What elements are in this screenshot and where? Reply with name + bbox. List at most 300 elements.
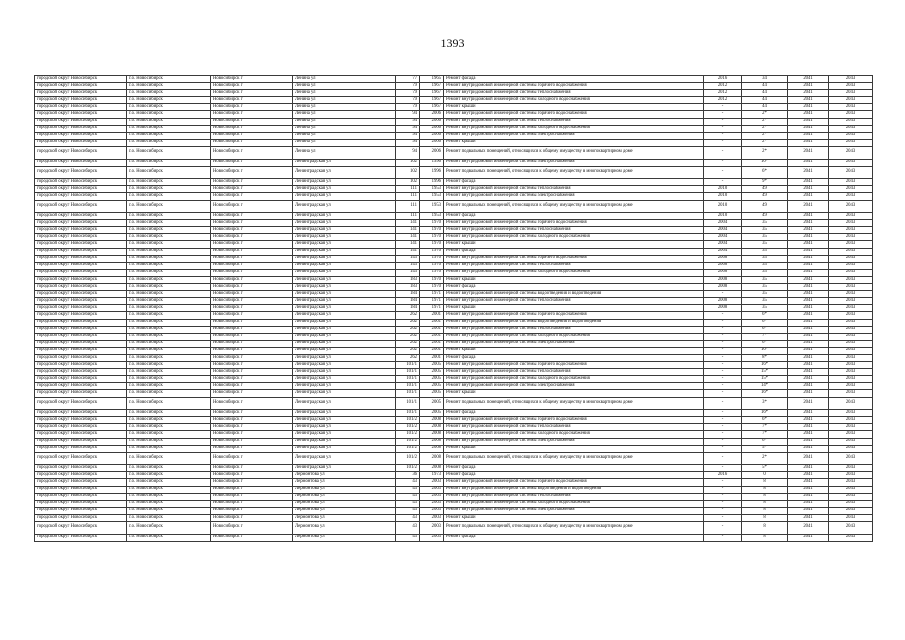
cell-street: Ленина ул xyxy=(293,118,396,125)
cell-house: 43 xyxy=(396,514,420,521)
cell-house: 101/2 xyxy=(396,445,420,452)
cell-year-built: 1953 xyxy=(420,186,444,193)
cell-city: Новосибирск г xyxy=(211,312,293,319)
cell-region: городской округ Новосибирск xyxy=(35,383,127,390)
cell-city: Новосибирск г xyxy=(211,213,293,220)
cell-year-to: 2043 xyxy=(829,431,873,438)
cell-municipality: г.о. Новосибирск xyxy=(127,166,211,179)
capital-repair-register-table xyxy=(34,75,873,542)
cell-region: городской округ Новосибирск xyxy=(35,479,127,486)
cell-year-built: 1996 xyxy=(420,166,444,179)
cell-year-built: 2003 xyxy=(420,500,444,507)
cell-region: городской округ Новосибирск xyxy=(35,369,127,376)
cell-street: Ленинградская ул xyxy=(293,326,396,333)
cell-year-from: 2041 xyxy=(788,298,829,305)
cell-house: 94 xyxy=(396,132,420,139)
cell-work-type: Ремонт внутридомовой инженерной системы холодного водоснабжения xyxy=(444,376,704,383)
cell-region: городской округ Новосибирск xyxy=(35,500,127,507)
cell-house: 101/1 xyxy=(396,410,420,417)
table-row xyxy=(35,132,873,139)
cell-house: 184 xyxy=(396,305,420,312)
cell-term: 49 xyxy=(742,186,788,193)
cell-term: 2* xyxy=(742,452,788,465)
cell-year-to: 2043 xyxy=(829,479,873,486)
cell-municipality: г.о. Новосибирск xyxy=(127,255,211,262)
cell-year-built: 2005 xyxy=(420,383,444,390)
cell-region: городской округ Новосибирск xyxy=(35,220,127,227)
cell-year-to: 2043 xyxy=(829,241,873,248)
table-row xyxy=(35,479,873,486)
cell-municipality: г.о. Новосибирск xyxy=(127,179,211,186)
cell-year-a: - xyxy=(704,376,742,383)
cell-year-a: - xyxy=(704,340,742,347)
cell-year-from: 2041 xyxy=(788,90,829,97)
cell-year-to: 2043 xyxy=(829,354,873,361)
cell-year-built: 2003 xyxy=(420,522,444,535)
cell-year-to: 2043 xyxy=(829,146,873,159)
cell-year-to: 2043 xyxy=(829,507,873,514)
cell-work-type: Ремонт внутридомовой инженерной системы теплоснабжения xyxy=(444,90,704,97)
cell-year-from: 2041 xyxy=(788,291,829,298)
cell-year-a: - xyxy=(704,383,742,390)
cell-year-from: 2041 xyxy=(788,139,829,146)
cell-year-a: 2004 xyxy=(704,234,742,241)
cell-year-a: 2004 xyxy=(704,248,742,255)
cell-house: 184 xyxy=(396,298,420,305)
cell-year-to: 2043 xyxy=(829,514,873,521)
cell-term: 2* xyxy=(742,111,788,118)
cell-region: городской округ Новосибирск xyxy=(35,291,127,298)
cell-house: 101/1 xyxy=(396,390,420,397)
cell-year-from: 2041 xyxy=(788,97,829,104)
cell-region: городской округ Новосибирск xyxy=(35,493,127,500)
cell-city: Новосибирск г xyxy=(211,486,293,493)
cell-region: городской округ Новосибирск xyxy=(35,83,127,90)
cell-work-type: Ремонт подвальных помещений, относящихся к общему имуществу в многоквартирном доме xyxy=(444,200,704,213)
cell-region: городской округ Новосибирск xyxy=(35,213,127,220)
cell-year-to: 2043 xyxy=(829,445,873,452)
cell-municipality: г.о. Новосибирск xyxy=(127,200,211,213)
cell-year-to: 2043 xyxy=(829,347,873,354)
table-row xyxy=(35,514,873,521)
cell-region: городской округ Новосибирск xyxy=(35,326,127,333)
cell-house: 143 xyxy=(396,262,420,269)
cell-city: Новосибирск г xyxy=(211,276,293,283)
cell-region: городской округ Новосибирск xyxy=(35,146,127,159)
cell-year-from: 2041 xyxy=(788,76,829,83)
cell-term: 7* xyxy=(742,424,788,431)
cell-municipality: г.о. Новосибирск xyxy=(127,493,211,500)
cell-street: Ленина ул xyxy=(293,111,396,118)
cell-year-from: 2041 xyxy=(788,227,829,234)
cell-year-to: 2043 xyxy=(829,248,873,255)
cell-year-to: 2043 xyxy=(829,383,873,390)
cell-year-to: 2043 xyxy=(829,376,873,383)
cell-region: городской округ Новосибирск xyxy=(35,534,127,541)
cell-work-type: Ремонт крыши xyxy=(444,514,704,521)
cell-municipality: г.о. Новосибирск xyxy=(127,319,211,326)
cell-term: 6* xyxy=(742,326,788,333)
cell-year-built: 1967 xyxy=(420,104,444,111)
table-row xyxy=(35,326,873,333)
cell-year-to: 2043 xyxy=(829,472,873,479)
cell-work-type: Ремонт фасада xyxy=(444,472,704,479)
cell-work-type: Ремонт крыши xyxy=(444,390,704,397)
cell-year-built: 2006 xyxy=(420,118,444,125)
cell-year-built: 1970 xyxy=(420,234,444,241)
cell-house: 101/1 xyxy=(396,397,420,410)
cell-year-built: 1970 xyxy=(420,276,444,283)
cell-region: городской округ Новосибирск xyxy=(35,269,127,276)
cell-term: 8 xyxy=(742,486,788,493)
cell-year-a: 2010 xyxy=(704,193,742,200)
cell-year-built: 2005 xyxy=(420,362,444,369)
cell-year-to: 2043 xyxy=(829,333,873,340)
table-row xyxy=(35,269,873,276)
cell-term: 8 xyxy=(742,500,788,507)
cell-house: 102 xyxy=(396,166,420,179)
cell-year-a: 2008 xyxy=(704,276,742,283)
cell-year-a: - xyxy=(704,431,742,438)
cell-work-type: Ремонт подвальных помещений, относящихся к общему имуществу в многоквартирном доме xyxy=(444,397,704,410)
cell-term: 0 xyxy=(742,472,788,479)
cell-term: 35 xyxy=(742,255,788,262)
cell-house: 79 xyxy=(396,90,420,97)
cell-work-type: Ремонт внутридомовой инженерной системы теплоснабжения xyxy=(444,424,704,431)
cell-year-a: - xyxy=(704,312,742,319)
cell-year-from: 2041 xyxy=(788,255,829,262)
table-row xyxy=(35,276,873,283)
cell-house: 101/1 xyxy=(396,362,420,369)
cell-term: 6* xyxy=(742,417,788,424)
cell-work-type: Ремонт внутридомовой инженерной системы горячего водоснабжения xyxy=(444,255,704,262)
cell-region: городской округ Новосибирск xyxy=(35,452,127,465)
table-row xyxy=(35,369,873,376)
cell-street: Ленинградская ул xyxy=(293,262,396,269)
cell-year-from: 2041 xyxy=(788,445,829,452)
cell-year-from: 2041 xyxy=(788,241,829,248)
cell-street: Ленинградская ул xyxy=(293,166,396,179)
cell-city: Новосибирск г xyxy=(211,118,293,125)
cell-region: городской округ Новосибирск xyxy=(35,465,127,472)
cell-street: Ленинградская ул xyxy=(293,362,396,369)
cell-city: Новосибирск г xyxy=(211,319,293,326)
cell-region: городской округ Новосибирск xyxy=(35,410,127,417)
cell-year-to: 2043 xyxy=(829,111,873,118)
cell-year-a: - xyxy=(704,479,742,486)
cell-year-to: 2043 xyxy=(829,465,873,472)
cell-year-from: 2041 xyxy=(788,83,829,90)
table-row xyxy=(35,90,873,97)
cell-year-built: 1970 xyxy=(420,241,444,248)
cell-year-a: - xyxy=(704,500,742,507)
cell-year-from: 2041 xyxy=(788,486,829,493)
cell-city: Новосибирск г xyxy=(211,186,293,193)
cell-house: 79 xyxy=(396,97,420,104)
cell-city: Новосибирск г xyxy=(211,493,293,500)
cell-year-built: 2003 xyxy=(420,514,444,521)
cell-year-from: 2041 xyxy=(788,383,829,390)
cell-year-to: 2043 xyxy=(829,424,873,431)
cell-city: Новосибирск г xyxy=(211,255,293,262)
cell-year-built: 1996 xyxy=(420,159,444,166)
cell-year-built: 1971 xyxy=(420,305,444,312)
cell-region: городской округ Новосибирск xyxy=(35,255,127,262)
cell-street: Ленинградская ул xyxy=(293,186,396,193)
table-row xyxy=(35,534,873,541)
cell-house: 262 xyxy=(396,312,420,319)
cell-municipality: г.о. Новосибирск xyxy=(127,90,211,97)
cell-year-to: 2043 xyxy=(829,369,873,376)
cell-term: 2* xyxy=(742,139,788,146)
cell-term: 8* xyxy=(742,354,788,361)
cell-year-from: 2041 xyxy=(788,269,829,276)
cell-street: Ленинградская ул xyxy=(293,291,396,298)
cell-municipality: г.о. Новосибирск xyxy=(127,97,211,104)
cell-municipality: г.о. Новосибирск xyxy=(127,522,211,535)
cell-city: Новосибирск г xyxy=(211,383,293,390)
cell-house: 111 xyxy=(396,213,420,220)
cell-year-a: 2010 xyxy=(704,186,742,193)
cell-city: Новосибирск г xyxy=(211,431,293,438)
cell-municipality: г.о. Новосибирск xyxy=(127,500,211,507)
cell-term: 35 xyxy=(742,234,788,241)
cell-work-type: Ремонт подвальных помещений, относящихся к общему имуществу в многоквартирном доме xyxy=(444,166,704,179)
cell-year-built: 2003 xyxy=(420,486,444,493)
cell-term: 5* xyxy=(742,465,788,472)
cell-region: городской округ Новосибирск xyxy=(35,284,127,291)
cell-year-a: - xyxy=(704,179,742,186)
cell-city: Новосибирск г xyxy=(211,291,293,298)
table-body xyxy=(35,76,873,542)
cell-municipality: г.о. Новосибирск xyxy=(127,479,211,486)
cell-city: Новосибирск г xyxy=(211,104,293,111)
cell-year-a: - xyxy=(704,104,742,111)
cell-region: городской округ Новосибирск xyxy=(35,200,127,213)
cell-city: Новосибирск г xyxy=(211,76,293,83)
cell-municipality: г.о. Новосибирск xyxy=(127,472,211,479)
cell-work-type: Ремонт фасада xyxy=(444,213,704,220)
cell-year-from: 2041 xyxy=(788,507,829,514)
cell-term: 10* xyxy=(742,159,788,166)
cell-street: Ленинградская ул xyxy=(293,410,396,417)
cell-year-a: - xyxy=(704,417,742,424)
cell-year-built: 1970 xyxy=(420,269,444,276)
cell-street: Ленинградская ул xyxy=(293,354,396,361)
table-row xyxy=(35,111,873,118)
cell-year-built: 1996 xyxy=(420,179,444,186)
cell-street: Лермонтова ул xyxy=(293,534,396,541)
cell-house: 262 xyxy=(396,333,420,340)
cell-work-type: Ремонт фасада xyxy=(444,410,704,417)
cell-city: Новосибирск г xyxy=(211,472,293,479)
cell-term: 6* xyxy=(742,312,788,319)
table-row xyxy=(35,465,873,472)
cell-year-to: 2043 xyxy=(829,213,873,220)
cell-work-type: Ремонт крыши xyxy=(444,276,704,283)
cell-term: 6* xyxy=(742,340,788,347)
cell-year-built: 1967 xyxy=(420,97,444,104)
cell-work-type: Ремонт внутридомовой инженерной системы холодного водоснабжения xyxy=(444,333,704,340)
cell-year-a: 2004 xyxy=(704,227,742,234)
cell-term: 14* xyxy=(742,383,788,390)
cell-year-built: 2006 xyxy=(420,146,444,159)
cell-region: городской округ Новосибирск xyxy=(35,507,127,514)
cell-municipality: г.о. Новосибирск xyxy=(127,445,211,452)
cell-house: 143 xyxy=(396,255,420,262)
cell-region: городской округ Новосибирск xyxy=(35,305,127,312)
cell-year-to: 2043 xyxy=(829,166,873,179)
cell-year-a: - xyxy=(704,111,742,118)
cell-municipality: г.о. Новосибирск xyxy=(127,507,211,514)
cell-term: 16* xyxy=(742,410,788,417)
cell-city: Новосибирск г xyxy=(211,97,293,104)
cell-year-from: 2041 xyxy=(788,354,829,361)
cell-house: 43 xyxy=(396,534,420,541)
cell-municipality: г.о. Новосибирск xyxy=(127,376,211,383)
cell-city: Новосибирск г xyxy=(211,166,293,179)
cell-city: Новосибирск г xyxy=(211,139,293,146)
cell-city: Новосибирск г xyxy=(211,159,293,166)
table-row xyxy=(35,146,873,159)
table-row xyxy=(35,200,873,213)
cell-year-built: 2005 xyxy=(420,369,444,376)
table-row xyxy=(35,354,873,361)
cell-year-to: 2043 xyxy=(829,255,873,262)
cell-city: Новосибирск г xyxy=(211,333,293,340)
cell-city: Новосибирск г xyxy=(211,507,293,514)
cell-term: 35 xyxy=(742,276,788,283)
cell-year-a: - xyxy=(704,465,742,472)
cell-house: 43 xyxy=(396,500,420,507)
cell-year-a: - xyxy=(704,452,742,465)
cell-region: городской округ Новосибирск xyxy=(35,340,127,347)
cell-region: городской округ Новосибирск xyxy=(35,319,127,326)
cell-year-a: 2012 xyxy=(704,83,742,90)
cell-year-a: - xyxy=(704,139,742,146)
cell-region: городской округ Новосибирск xyxy=(35,111,127,118)
cell-work-type: Ремонт внутридомовой инженерной системы холодного водоснабжения xyxy=(444,234,704,241)
cell-work-type: Ремонт внутридомовой инженерной системы горячего водоснабжения xyxy=(444,362,704,369)
cell-year-built: 1971 xyxy=(420,298,444,305)
cell-term: 6* xyxy=(742,438,788,445)
cell-street: Ленинградская ул xyxy=(293,465,396,472)
cell-year-from: 2041 xyxy=(788,479,829,486)
table-row xyxy=(35,445,873,452)
cell-city: Новосибирск г xyxy=(211,262,293,269)
cell-street: Ленинградская ул xyxy=(293,452,396,465)
cell-work-type: Ремонт внутридомовой инженерной системы холодного водоснабжения xyxy=(444,97,704,104)
cell-term: 15* xyxy=(742,369,788,376)
cell-year-to: 2043 xyxy=(829,90,873,97)
cell-house: 141 xyxy=(396,234,420,241)
cell-year-built: 2001 xyxy=(420,326,444,333)
table-row xyxy=(35,241,873,248)
cell-region: городской округ Новосибирск xyxy=(35,390,127,397)
cell-city: Новосибирск г xyxy=(211,390,293,397)
table-row xyxy=(35,220,873,227)
cell-year-a: - xyxy=(704,125,742,132)
cell-year-to: 2043 xyxy=(829,227,873,234)
cell-house: 262 xyxy=(396,347,420,354)
cell-street: Лермонтова ул xyxy=(293,500,396,507)
cell-municipality: г.о. Новосибирск xyxy=(127,248,211,255)
cell-term: 35 xyxy=(742,291,788,298)
cell-year-built: 1970 xyxy=(420,227,444,234)
cell-house: 94 xyxy=(396,139,420,146)
cell-house: 79 xyxy=(396,104,420,111)
cell-house: 143 xyxy=(396,269,420,276)
cell-city: Новосибирск г xyxy=(211,500,293,507)
cell-year-from: 2041 xyxy=(788,146,829,159)
cell-street: Ленинградская ул xyxy=(293,284,396,291)
cell-work-type: Ремонт подвальных помещений, относящихся к общему имуществу в многоквартирном доме xyxy=(444,146,704,159)
cell-street: Ленина ул xyxy=(293,132,396,139)
cell-region: городской округ Новосибирск xyxy=(35,333,127,340)
cell-work-type: Ремонт внутридомовой инженерной системы теплоснабжения xyxy=(444,493,704,500)
cell-region: городской округ Новосибирск xyxy=(35,347,127,354)
cell-year-to: 2043 xyxy=(829,534,873,541)
cell-city: Новосибирск г xyxy=(211,193,293,200)
cell-municipality: г.о. Новосибирск xyxy=(127,333,211,340)
cell-work-type: Ремонт внутридомовой инженерной системы теплоснабжения xyxy=(444,227,704,234)
cell-year-built: 2008 xyxy=(420,445,444,452)
cell-municipality: г.о. Новосибирск xyxy=(127,397,211,410)
cell-municipality: г.о. Новосибирск xyxy=(127,234,211,241)
cell-city: Новосибирск г xyxy=(211,269,293,276)
cell-year-built: 1965 xyxy=(420,76,444,83)
cell-city: Новосибирск г xyxy=(211,424,293,431)
cell-city: Новосибирск г xyxy=(211,220,293,227)
cell-year-built: 2001 xyxy=(420,333,444,340)
cell-term: 44 xyxy=(742,83,788,90)
cell-year-to: 2043 xyxy=(829,193,873,200)
cell-year-a: - xyxy=(704,159,742,166)
cell-municipality: г.о. Новосибирск xyxy=(127,452,211,465)
cell-region: городской округ Новосибирск xyxy=(35,431,127,438)
page-number: 1393 xyxy=(440,36,465,50)
cell-year-to: 2043 xyxy=(829,500,873,507)
cell-year-to: 2043 xyxy=(829,125,873,132)
cell-street: Ленина ул xyxy=(293,125,396,132)
cell-city: Новосибирск г xyxy=(211,125,293,132)
cell-street: Лермонтова ул xyxy=(293,479,396,486)
cell-year-from: 2041 xyxy=(788,193,829,200)
cell-term: 8 xyxy=(742,522,788,535)
cell-house: 101/2 xyxy=(396,452,420,465)
table-row xyxy=(35,319,873,326)
cell-year-a: 2008 xyxy=(704,298,742,305)
cell-region: городской округ Новосибирск xyxy=(35,397,127,410)
cell-year-from: 2041 xyxy=(788,472,829,479)
cell-year-from: 2041 xyxy=(788,104,829,111)
cell-year-to: 2043 xyxy=(829,220,873,227)
table-row xyxy=(35,298,873,305)
cell-year-to: 2043 xyxy=(829,298,873,305)
table-row xyxy=(35,312,873,319)
cell-year-from: 2041 xyxy=(788,262,829,269)
cell-city: Новосибирск г xyxy=(211,465,293,472)
cell-year-from: 2041 xyxy=(788,179,829,186)
cell-term: 8 xyxy=(742,534,788,541)
cell-work-type: Ремонт внутридомовой инженерной системы горячего водоснабжения xyxy=(444,312,704,319)
cell-region: городской округ Новосибирск xyxy=(35,417,127,424)
cell-city: Новосибирск г xyxy=(211,438,293,445)
cell-year-built: 2003 xyxy=(420,493,444,500)
cell-work-type: Ремонт подвальных помещений, относящихся к общему имуществу в многоквартирном доме xyxy=(444,452,704,465)
cell-city: Новосибирск г xyxy=(211,362,293,369)
cell-street: Ленинградская ул xyxy=(293,220,396,227)
